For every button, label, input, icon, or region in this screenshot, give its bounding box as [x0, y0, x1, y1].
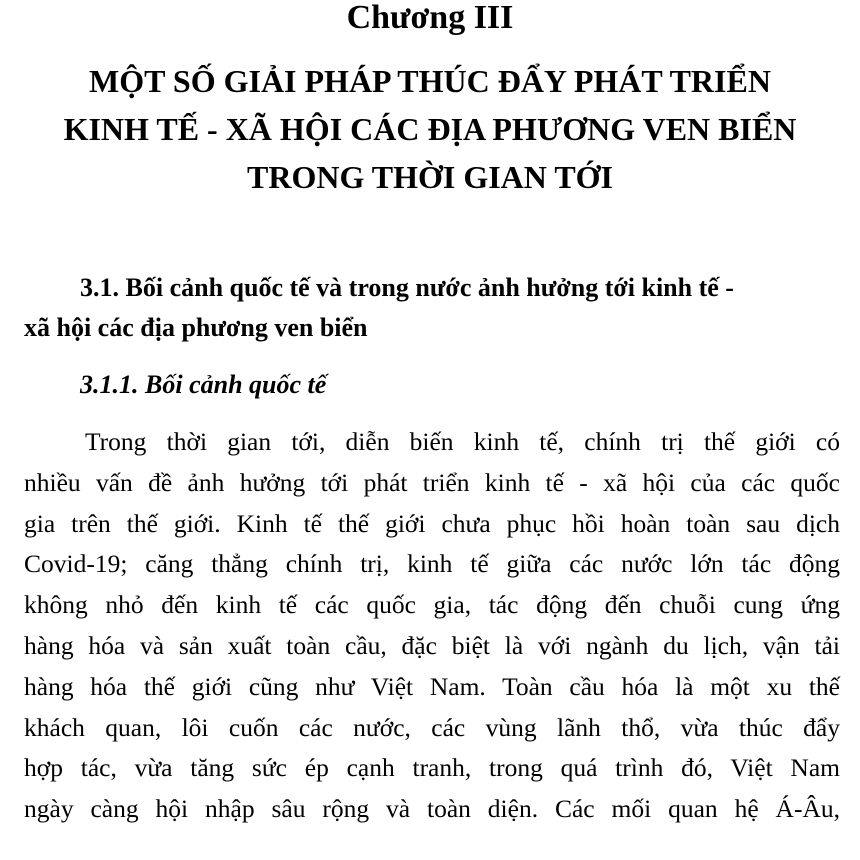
paragraph-line: ngày càng hội nhập sâu rộng và toàn diện. Các mối quan hệ Á-Âu,	[24, 794, 840, 824]
subsection-heading: 3.1.1. Bối cảnh quốc tế	[80, 370, 327, 399]
chapter-title-line: MỘT SỐ GIẢI PHÁP THÚC ĐẨY PHÁT TRIỂN	[89, 63, 771, 99]
paragraph-line: Covid-19; căng thẳng chính trị, kinh tế giữa các nước lớn tác động	[24, 549, 840, 579]
section-heading	[24, 268, 844, 348]
chapter-title-line: TRONG THỜI GIAN TỚI	[246, 159, 613, 195]
paragraph-line: hợp tác, vừa tăng sức ép cạnh tranh, trong quá trình đó, Việt Nam	[24, 753, 840, 783]
paragraph-line: Trong thời gian tới, diễn biến kinh tế, chính trị thế giới có	[85, 427, 840, 456]
paragraph-line: hàng hóa và sản xuất toàn cầu, đặc biệt là với ngành du lịch, vận tải	[24, 630, 840, 660]
paragraph-line: nhiều vấn đề ảnh hưởng tới phát triển kinh tế - xã hội của các quốc	[24, 467, 840, 497]
paragraph-line: không nhỏ đến kinh tế các quốc gia, tác động đến chuỗi cung ứng	[24, 590, 840, 620]
paragraph-line: hàng hóa thế giới cũng như Việt Nam. Toàn cầu hóa là một xu thế	[24, 671, 840, 701]
paragraph-line: khách quan, lôi cuốn các nước, các vùng lãnh thổ, vừa thúc đẩy	[24, 712, 840, 742]
section-heading-line: 3.1. Bối cảnh quốc tế và trong nước ảnh hưởng tới kinh tế -	[80, 273, 734, 302]
paragraph-line: gia trên thế giới. Kinh tế thế giới chưa phục hồi hoàn toàn sau dịch	[24, 508, 840, 538]
section-heading-line: xã hội các địa phương ven biển	[24, 313, 368, 342]
chapter-label: Chương III	[346, 0, 514, 36]
chapter-title	[0, 57, 860, 201]
chapter-title-line: KINH TẾ - XÃ HỘI CÁC ĐỊA PHƯƠNG VEN BIỂN	[63, 111, 797, 147]
body-paragraph	[24, 422, 840, 830]
